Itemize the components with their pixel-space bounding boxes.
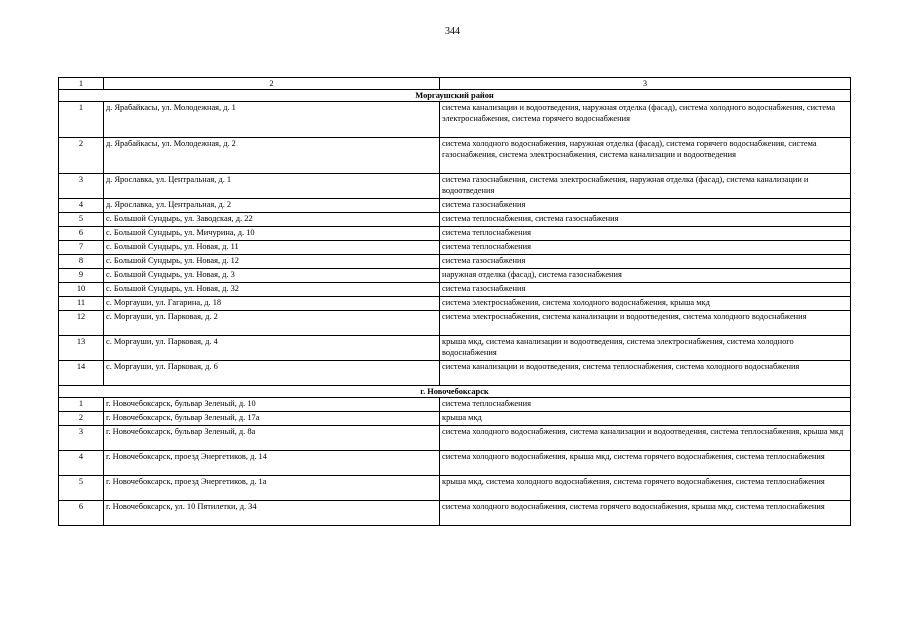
address-cell: г. Новочебоксарск, бульвар Зеленый, д. 8а	[104, 426, 440, 451]
systems-cell: крыша мкд, система канализации и водоотведения, система электроснабжения, система холодного водоснабжения	[440, 336, 851, 361]
row-number: 1	[59, 398, 104, 412]
table-row	[59, 174, 851, 199]
table-row	[59, 311, 851, 336]
address-cell: д. Ярославка, ул. Центральная, д. 1	[104, 174, 440, 199]
section-row	[59, 90, 851, 102]
systems-cell: система теплоснабжения	[440, 241, 851, 255]
row-number: 13	[59, 336, 104, 361]
systems-cell: крыша мкд, система холодного водоснабжения, система горячего водоснабжения, система теплоснабжения	[440, 476, 851, 501]
table-body	[59, 78, 851, 526]
column-number-3: 3	[440, 78, 851, 90]
systems-cell: система холодного водоснабжения, система канализации и водоотведения, система теплоснабжения, крыша мкд	[440, 426, 851, 451]
row-number: 6	[59, 227, 104, 241]
table-row	[59, 283, 851, 297]
section-row	[59, 386, 851, 398]
table-row	[59, 269, 851, 283]
systems-cell: система холодного водоснабжения, крыша мкд, система горячего водоснабжения, система теплоснабжения	[440, 451, 851, 476]
row-number: 12	[59, 311, 104, 336]
row-number: 2	[59, 138, 104, 174]
table-row	[59, 297, 851, 311]
column-number-1: 1	[59, 78, 104, 90]
table-row	[59, 227, 851, 241]
row-number: 4	[59, 451, 104, 476]
systems-cell: система газоснабжения	[440, 255, 851, 269]
row-number: 14	[59, 361, 104, 386]
table-row	[59, 138, 851, 174]
row-number: 7	[59, 241, 104, 255]
systems-cell: система холодного водоснабжения, наружная отделка (фасад), система горячего водоснабжения, система газоснабжения, система электроснабжения, система канализации и водоотведения	[440, 138, 851, 174]
row-number: 1	[59, 102, 104, 138]
address-cell: с. Моргауши, ул. Парковая, д. 4	[104, 336, 440, 361]
table-row	[59, 501, 851, 526]
systems-cell: крыша мкд	[440, 412, 851, 426]
address-cell: г. Новочебоксарск, бульвар Зеленый, д. 10	[104, 398, 440, 412]
table-row	[59, 336, 851, 361]
row-number: 10	[59, 283, 104, 297]
table-row	[59, 199, 851, 213]
address-cell: д. Ярабайкасы, ул. Молодежная, д. 1	[104, 102, 440, 138]
systems-cell: система электроснабжения, система холодного водоснабжения, крыша мкд	[440, 297, 851, 311]
systems-cell: наружная отделка (фасад), система газоснабжения	[440, 269, 851, 283]
address-cell: с. Большой Сундырь, ул. Новая, д. 12	[104, 255, 440, 269]
page-number: 344	[445, 26, 460, 37]
systems-cell: система теплоснабжения, система газоснабжения	[440, 213, 851, 227]
address-cell: с. Большой Сундырь, ул. Новая, д. 32	[104, 283, 440, 297]
systems-cell: система теплоснабжения	[440, 227, 851, 241]
address-cell: с. Большой Сундырь, ул. Заводская, д. 22	[104, 213, 440, 227]
address-cell: г. Новочебоксарск, ул. 10 Пятилетки, д. 34	[104, 501, 440, 526]
address-cell: с. Большой Сундырь, ул. Мичурина, д. 10	[104, 227, 440, 241]
systems-cell: система холодного водоснабжения, система горячего водоснабжения, крыша мкд, система теплоснабжения	[440, 501, 851, 526]
table-row	[59, 476, 851, 501]
systems-cell: система электроснабжения, система канализации и водоотведения, система холодного водоснабжения	[440, 311, 851, 336]
address-cell: г. Новочебоксарск, бульвар Зеленый, д. 17а	[104, 412, 440, 426]
systems-cell: система газоснабжения	[440, 283, 851, 297]
address-cell: с. Моргауши, ул. Парковая, д. 2	[104, 311, 440, 336]
table-row	[59, 102, 851, 138]
address-cell: с. Большой Сундырь, ул. Новая, д. 11	[104, 241, 440, 255]
systems-cell: система канализации и водоотведения, наружная отделка (фасад), система холодного водоснабжения, система электроснабжения, система горячего водоснабжения	[440, 102, 851, 138]
repair-objects-table	[58, 77, 851, 526]
column-number-2: 2	[104, 78, 440, 90]
table-row	[59, 213, 851, 227]
table-row	[59, 255, 851, 269]
address-cell: д. Ярабайкасы, ул. Молодежная, д. 2	[104, 138, 440, 174]
address-cell: г. Новочебоксарск, проезд Энергетиков, д. 14	[104, 451, 440, 476]
table-row	[59, 241, 851, 255]
address-cell: г. Новочебоксарск, проезд Энергетиков, д. 1а	[104, 476, 440, 501]
row-number: 3	[59, 174, 104, 199]
table-row	[59, 451, 851, 476]
row-number: 8	[59, 255, 104, 269]
row-number: 9	[59, 269, 104, 283]
row-number: 2	[59, 412, 104, 426]
row-number: 6	[59, 501, 104, 526]
address-cell: д. Ярославка, ул. Центральная, д. 2	[104, 199, 440, 213]
systems-cell: система канализации и водоотведения, система теплоснабжения, система холодного водоснабжения	[440, 361, 851, 386]
address-cell: с. Моргауши, ул. Парковая, д. 6	[104, 361, 440, 386]
table-row	[59, 361, 851, 386]
row-number: 11	[59, 297, 104, 311]
table-row	[59, 398, 851, 412]
row-number: 5	[59, 213, 104, 227]
section-title: Моргаушский район	[59, 90, 851, 102]
systems-cell: система газоснабжения, система электроснабжения, наружная отделка (фасад), система канализации и водоотведения	[440, 174, 851, 199]
systems-cell: система газоснабжения	[440, 199, 851, 213]
table-row	[59, 412, 851, 426]
row-number: 3	[59, 426, 104, 451]
column-number-row	[59, 78, 851, 90]
row-number: 4	[59, 199, 104, 213]
table-row	[59, 426, 851, 451]
address-cell: с. Моргауши, ул. Гагарина, д. 18	[104, 297, 440, 311]
address-cell: с. Большой Сундырь, ул. Новая, д. 3	[104, 269, 440, 283]
systems-cell: система теплоснабжения	[440, 398, 851, 412]
section-title: г. Новочебоксарск	[59, 386, 851, 398]
row-number: 5	[59, 476, 104, 501]
